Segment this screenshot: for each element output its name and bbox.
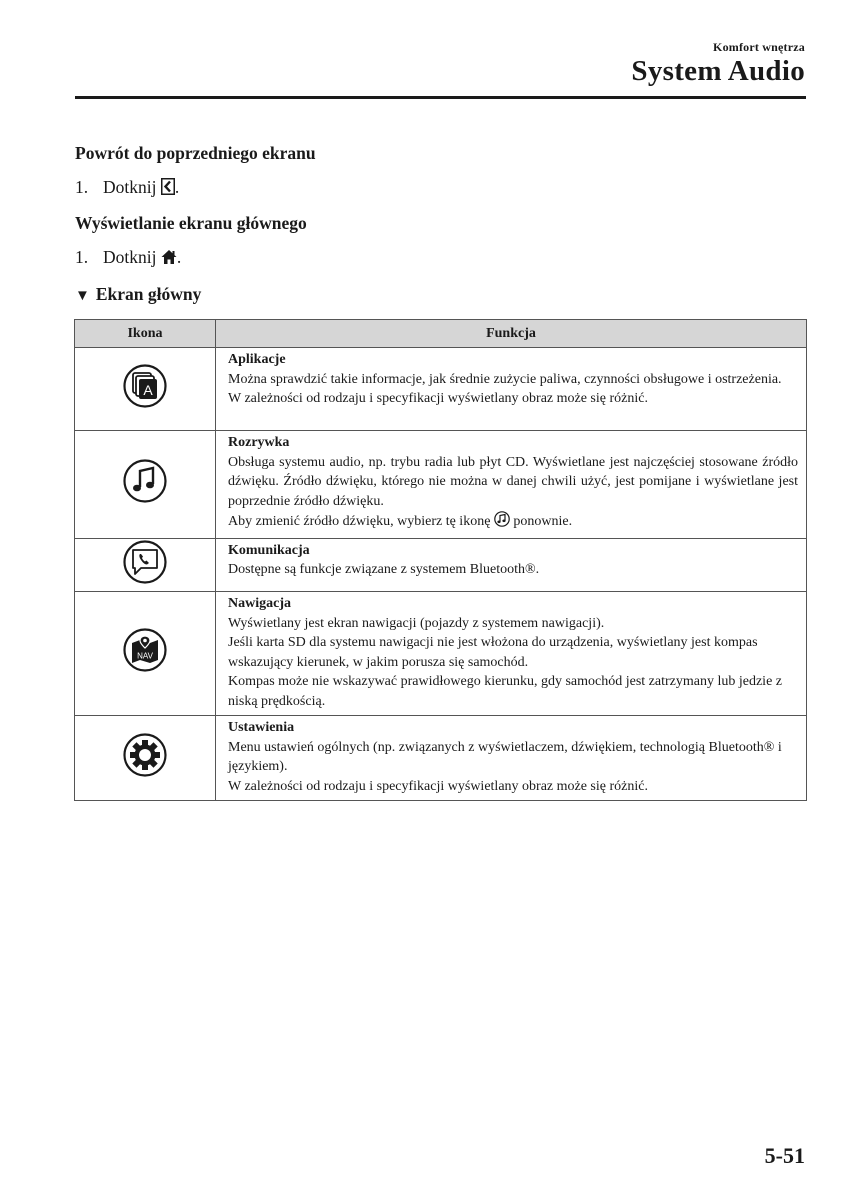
back-step xyxy=(75,177,179,200)
table-row xyxy=(75,538,807,592)
table-row xyxy=(75,348,807,431)
table-row xyxy=(75,592,807,716)
navigation-icon xyxy=(123,651,167,676)
column-header-icon: Ikona xyxy=(75,320,216,348)
step-suffix: . xyxy=(174,177,180,197)
step-suffix: . xyxy=(176,247,182,267)
function-title: Ustawienia xyxy=(228,720,295,735)
header-divider xyxy=(75,96,806,99)
communication-phone-icon xyxy=(123,573,167,588)
description-cell xyxy=(216,538,807,592)
table-row xyxy=(75,431,807,539)
function-description: Można sprawdzić takie informacje, jak średnie zużycie paliwa, czynności obsługowe i ostrzeżenia. xyxy=(228,371,782,387)
function-description: Dostępne są funkcje związane z systemem Bluetooth®. xyxy=(228,562,540,577)
icon-cell xyxy=(75,538,216,592)
function-title: Rozrywka xyxy=(228,435,290,450)
function-description: W zależności od rodzaju i specyfikacji wyświetlany obraz może się różnić. xyxy=(228,391,648,406)
home-section-heading: Wyświetlanie ekranu głównego xyxy=(75,213,307,233)
function-description: Kompas może nie wskazywać prawidłowego kierunku, gdy samochód jest zatrzymany lub jedzie z niską prędkością. xyxy=(228,674,782,709)
function-title: Komunikacja xyxy=(228,542,310,558)
step-number: 1. xyxy=(75,247,89,267)
column-header-function: Funkcja xyxy=(216,320,807,348)
home-icon xyxy=(161,249,177,270)
table-header-row xyxy=(75,320,807,348)
page-number: 5-51 xyxy=(764,1143,805,1168)
step-number: 1. xyxy=(75,177,89,197)
function-description: Wyświetlany jest ekran nawigacji (pojazdy z systemem nawigacji). xyxy=(228,615,605,631)
function-table xyxy=(74,319,807,801)
main-screen-title: Ekran główny xyxy=(95,284,202,304)
main-screen-heading xyxy=(75,284,201,305)
applications-icon xyxy=(123,381,167,412)
icon-cell xyxy=(75,716,216,801)
function-description: W zależności od rodzaju i specyfikacji wyświetlany obraz może się różnić. xyxy=(228,778,648,794)
navigation-icon-label: NAV xyxy=(137,651,153,661)
icon-cell xyxy=(75,431,216,539)
back-chevron-icon xyxy=(161,178,175,200)
home-step xyxy=(75,247,181,270)
function-description: Jeśli karta SD dla systemu nawigacji nie jest włożona do urządzenia, wyświetlany jest kompas wskazujący kierunek, w jakim porusza się samochód. xyxy=(228,635,758,670)
section-marker: ▼ xyxy=(75,288,90,304)
description-cell xyxy=(216,592,807,716)
entertainment-music-icon xyxy=(123,492,167,507)
icon-cell xyxy=(75,348,216,431)
function-title: Nawigacja xyxy=(228,596,291,611)
svg-text:A: A xyxy=(143,381,153,398)
description-cell xyxy=(216,431,807,539)
icon-cell xyxy=(75,592,216,716)
function-description: Aby zmienić źródło dźwięku, wybierz tę ikonę ponownie. xyxy=(228,511,798,534)
description-cell xyxy=(216,348,807,431)
step-text: Dotknij xyxy=(103,247,157,267)
function-description: Menu ustawień ogólnych (np. związanych z wyświetlaczem, dźwiękiem, technologią Bluetooth® i językiem). xyxy=(228,739,782,774)
function-title: Aplikacje xyxy=(228,352,286,367)
table-row xyxy=(75,716,807,801)
music-note-icon xyxy=(494,511,510,534)
section-label: Komfort wnętrza xyxy=(713,40,805,54)
back-section-heading: Powrót do poprzedniego ekranu xyxy=(75,143,316,163)
description-cell xyxy=(216,716,807,801)
settings-gear-icon xyxy=(123,766,167,781)
function-description: Obsługa systemu audio, np. trybu radia lub płyt CD. Wyświetlane jest najczęściej stosowane źródło dźwięku. Źródło dźwięku, którego nie można w danej chwili użyć, jest pomijane i wyświetlane jest poprzednie źródło dźwięku. xyxy=(228,454,798,509)
page-title: System Audio xyxy=(631,55,805,87)
step-text: Dotknij xyxy=(103,177,157,197)
